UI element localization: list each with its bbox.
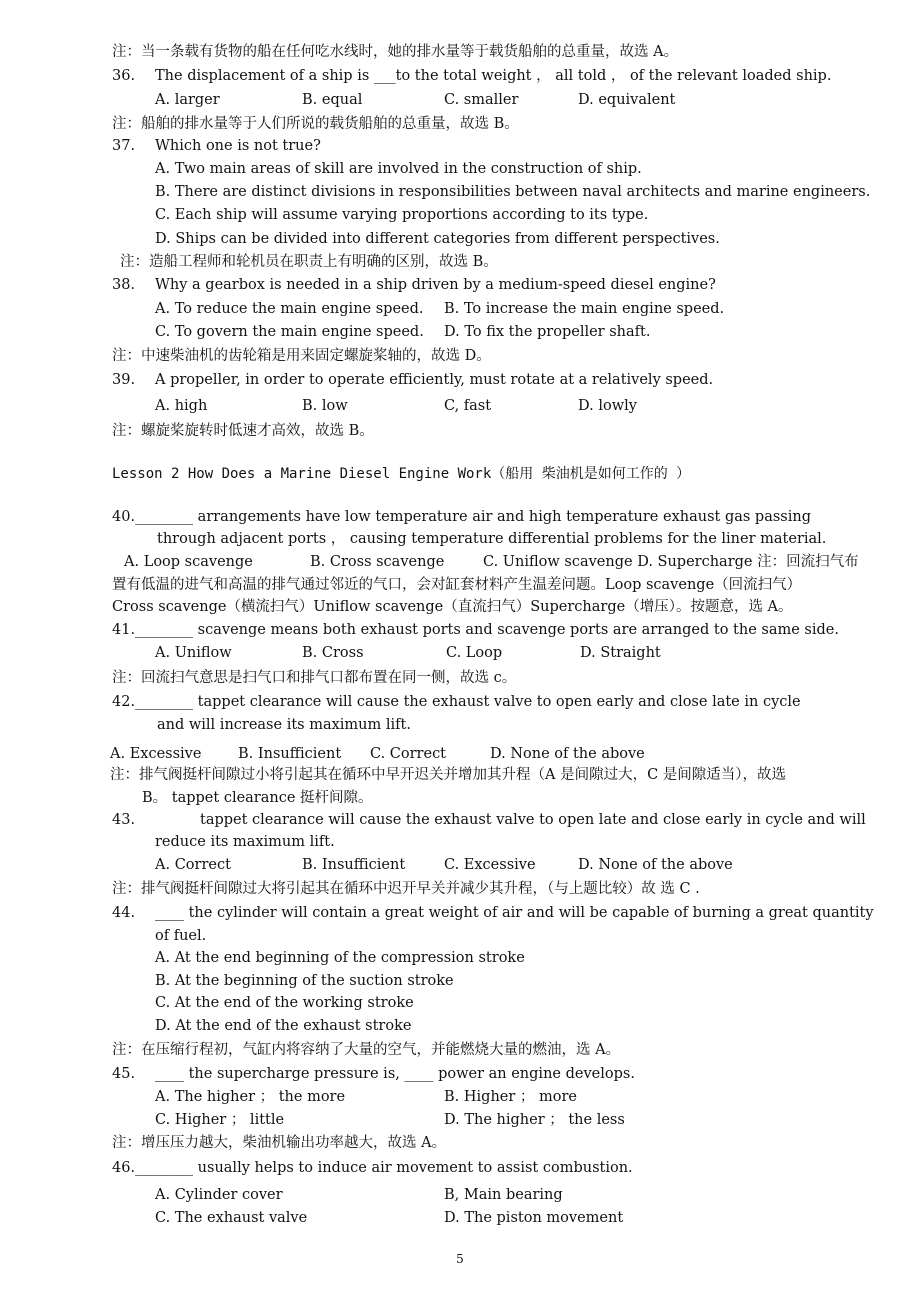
note-39: 注：螺旋桨旋转时低速才高效，故选 B。: [112, 423, 374, 439]
note-42: B。 tappet clearance 挺杆间隙。: [142, 790, 373, 806]
option: B. At the beginning of the suction stroke: [155, 973, 454, 989]
option: B. Cross: [302, 645, 364, 661]
option: C. Loop: [446, 645, 503, 661]
option: B. Higher ； more: [444, 1089, 577, 1105]
option: B. Insufficient: [238, 746, 342, 762]
option: D. The higher ； the less: [444, 1112, 625, 1128]
option: D. At the end of the exhaust stroke: [155, 1018, 412, 1034]
option: C. Higher ； little: [155, 1112, 285, 1128]
option: C. Correct: [370, 746, 447, 762]
note-43: 注：排气阀挺杆间隙过大将引起其在循环中迟开早关并减少其升程，（与上题比较）故 选 C .: [112, 881, 700, 897]
note-42: 注：排气阀挺杆间隙过小将引起其在循环中早开迟关并增加其升程（A 是间隙过大，C 是间隙适当），故选: [110, 767, 787, 783]
lesson-heading: Lesson 2 How Does a Marine Diesel Engine Work（船用 柴油机是如何工作的 ）: [112, 466, 691, 482]
question-46-text: 46.________ usually helps to induce air movement to assist combustion.: [112, 1160, 633, 1176]
option: B. low: [302, 398, 348, 414]
question-45-text: ____ the supercharge pressure is, ____ power an engine develops.: [155, 1066, 635, 1082]
option: C. smaller: [444, 92, 519, 108]
question-42-text-continued: and will increase its maximum lift.: [157, 717, 411, 733]
option: A. The higher ； the more: [155, 1089, 346, 1105]
question-number: 45.: [112, 1066, 136, 1082]
question-37-text: Which one is not true?: [155, 138, 321, 154]
option: D. Ships can be divided into different categories from different perspectives.: [155, 231, 720, 247]
question-36-text: The displacement of a ship is ___to the total weight ， all told ， of the relevant loaded ship.: [155, 68, 832, 84]
question-44-text-continued: of fuel.: [155, 928, 207, 944]
option: D. equivalent: [578, 92, 676, 108]
option: D. The piston movement: [444, 1210, 624, 1226]
question-38-text: Why a gearbox is needed in a ship driven by a medium-speed diesel engine?: [155, 277, 716, 293]
option: C. To govern the main engine speed.: [155, 324, 424, 340]
note-36: 注：船舶的排水量等于人们所说的载货船舶的总重量，故选 B。: [112, 116, 519, 132]
question-number: 39.: [112, 372, 136, 388]
question-number: 43.: [112, 812, 136, 828]
option: C. Excessive: [444, 857, 536, 873]
note-40: Cross scavenge（横流扫气）Uniflow scavenge（直流扫气）Supercharge（增压）。按题意，选 A。: [112, 599, 793, 615]
question-44-text: ____ the cylinder will contain a great weight of air and will be capable of burning a great quantity: [155, 905, 874, 921]
question-number: 38.: [112, 277, 136, 293]
option: A. Uniflow: [155, 645, 232, 661]
option: A. Correct: [155, 857, 231, 873]
option: A. larger: [155, 92, 220, 108]
option: C. Uniflow scavenge D. Supercharge 注：回流扫气布: [483, 554, 859, 570]
option: B. Insufficient: [302, 857, 406, 873]
option: C, fast: [444, 398, 492, 414]
question-number: 36.: [112, 68, 136, 84]
question-40-text-continued: through adjacent ports ， causing temperature differential problems for the liner material.: [157, 531, 827, 547]
note-44: 注：在压缩行程初，气缸内将容纳了大量的空气，并能燃烧大量的燃油，选 A。: [112, 1042, 621, 1058]
option: B. There are distinct divisions in responsibilities between naval architects and marine engineers.: [155, 184, 871, 200]
option: A. Two main areas of skill are involved in the construction of ship.: [155, 161, 642, 177]
option: B, Main bearing: [444, 1187, 563, 1203]
option: A. high: [155, 398, 208, 414]
option: A. Cylinder cover: [155, 1187, 283, 1203]
option: D. None of the above: [490, 746, 645, 762]
option: B. To increase the main engine speed.: [444, 301, 725, 317]
question-43-text-continued: reduce its maximum lift.: [155, 834, 335, 850]
note-45: 注：增压压力越大，柴油机输出功率越大，故选 A。: [112, 1135, 447, 1151]
option: D. None of the above: [578, 857, 733, 873]
question-42-text: 42.________ tappet clearance will cause the exhaust valve to open early and close late in cycle: [112, 694, 801, 710]
option: C. Each ship will assume varying proportions according to its type.: [155, 207, 649, 223]
question-number: 44.: [112, 905, 136, 921]
option: C. At the end of the working stroke: [155, 995, 414, 1011]
option: A. At the end beginning of the compression stroke: [155, 950, 525, 966]
question-43-text: tappet clearance will cause the exhaust valve to open late and close early in cycle and will: [200, 812, 866, 828]
option: C. The exhaust valve: [155, 1210, 308, 1226]
option: A. Excessive: [110, 746, 202, 762]
page-number: 5: [456, 1252, 464, 1266]
note-40: 置有低温的进气和高温的排气通过邻近的气口，会对缸套材料产生温差问题。Loop scavenge（回流扫气）: [112, 577, 802, 593]
note-41: 注：回流扫气意思是扫气口和排气口都布置在同一侧，故选 c。: [112, 670, 517, 686]
option: A. To reduce the main engine speed.: [155, 301, 424, 317]
option: B. Cross scavenge: [310, 554, 445, 570]
option: D. To fix the propeller shaft.: [444, 324, 651, 340]
question-39-text: A propeller, in order to operate efficiently, must rotate at a relatively speed.: [155, 372, 714, 388]
option: A. Loop scavenge: [124, 554, 253, 570]
option: D. lowly: [578, 398, 637, 414]
note-35: 注：当一条载有货物的船在任何吃水线时，她的排水量等于载货船舶的总重量，故选 A。: [112, 44, 679, 60]
option: D. Straight: [580, 645, 661, 661]
note-38: 注：中速柴油机的齿轮箱是用来固定螺旋桨轴的，故选 D。: [112, 348, 491, 364]
option: B. equal: [302, 92, 363, 108]
question-40-text: 40.________ arrangements have low temperature air and high temperature exhaust gas passing: [112, 509, 811, 525]
question-41-text: 41.________ scavenge means both exhaust ports and scavenge ports are arranged to the same side.: [112, 622, 839, 638]
question-number: 37.: [112, 138, 136, 154]
note-37: 注：造船工程师和轮机员在职责上有明确的区别，故选 B。: [120, 254, 498, 270]
